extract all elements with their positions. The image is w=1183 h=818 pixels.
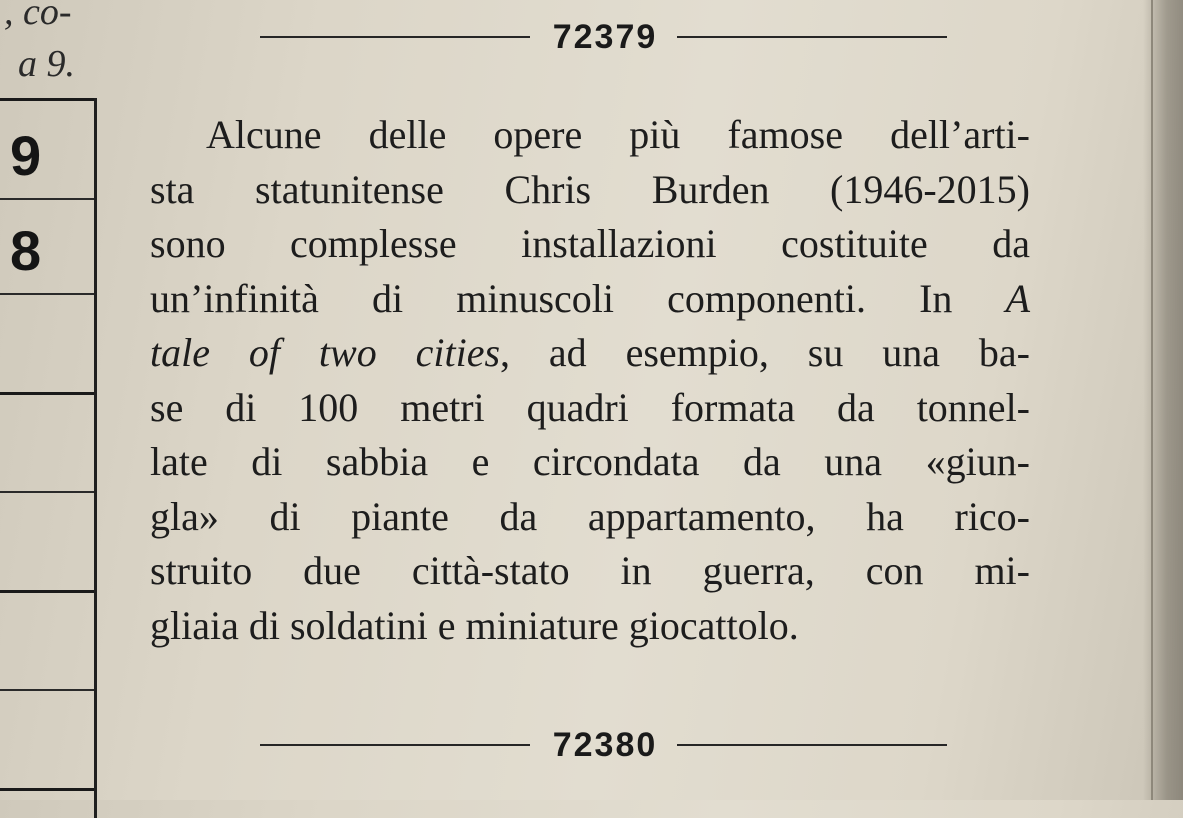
- grid-line: [0, 689, 94, 691]
- article-line: gla» di piante da appartamento, ha rico-: [150, 493, 1030, 539]
- fragment-line-1: , co-: [4, 0, 72, 33]
- entry-number: 72379: [552, 18, 658, 56]
- grid-line: [0, 491, 94, 493]
- article-title-italic: tale of two cities: [150, 330, 501, 375]
- grid-line: [0, 590, 94, 593]
- entry-divider-bottom: [245, 725, 950, 765]
- divider-rule: [260, 36, 530, 38]
- article-line: late di sabbia e circondata da una «giun-: [150, 439, 1030, 484]
- article-line: se di 100 metri quadri formata da tonnel-: [150, 384, 1030, 430]
- article-text: un’infinità di minuscoli componenti. In: [150, 275, 1006, 321]
- grid-line: [0, 293, 94, 295]
- crossword-grid-fragment: [0, 98, 97, 818]
- article-line: struito due città-stato in guerra, con mi-: [150, 548, 1030, 593]
- grid-line: [0, 198, 94, 200]
- fragment-line-2: a 9.: [18, 43, 75, 85]
- divider-rule: [677, 744, 947, 746]
- divider-rule: [260, 744, 530, 746]
- article-title-italic: A: [1005, 275, 1030, 321]
- grid-line: [0, 788, 94, 791]
- article-line: gliaia di soldatini e miniature giocattolo.: [150, 602, 799, 648]
- grid-line: [0, 98, 94, 101]
- entry-number: 72380: [552, 726, 658, 764]
- article-text: , ad esempio, su una ba-: [500, 330, 1030, 375]
- previous-column-fragment: [4, 0, 75, 90]
- article-line: Alcune delle opere più famose dell’arti-: [206, 112, 1030, 157]
- entry-divider-top: [245, 17, 950, 57]
- page-shadow: [1143, 0, 1183, 800]
- divider-rule: [677, 36, 947, 38]
- grid-number: 9: [10, 124, 42, 187]
- grid-line: [0, 392, 94, 395]
- article-line: [150, 326, 1030, 381]
- article-line: sono complesse installazioni costituite da: [150, 221, 1030, 266]
- article-line: [150, 272, 1030, 327]
- article-paragraph: [150, 108, 1030, 653]
- grid-number: 8: [10, 219, 42, 282]
- article-line: sta statunitense Chris Burden (1946-2015): [150, 166, 1030, 212]
